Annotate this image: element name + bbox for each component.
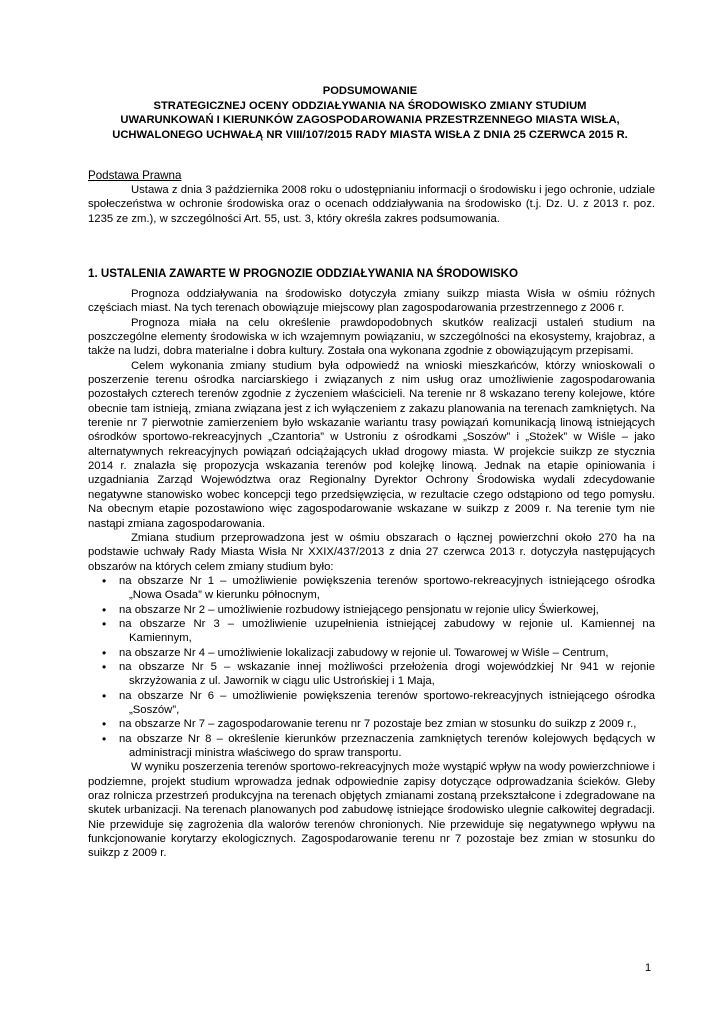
title-line-3: UWARUNKOWAŃ I KIERUNKÓW ZAGOSPODAROWANIA PRZESTRZENNEGO MIASTA WISŁA, [120, 114, 620, 127]
area-item-text: na obszarze Nr 8 – określenie kierunków przeznaczenia zamkniętych terenów kolejowych będących w administracji ministra właściwego do spraw transportu. [119, 732, 655, 759]
bullet-icon: • [102, 616, 107, 631]
area-item-7 [88, 717, 655, 731]
area-item-text: na obszarze Nr 4 – umożliwienie lokalizacji zabudowy w rejonie ul. Towarowej w Wiśle – Centrum, [119, 646, 609, 659]
areas-list [88, 574, 655, 760]
title-line-1: PODSUMOWANIE [322, 85, 418, 97]
area-item-4 [88, 646, 655, 660]
document-title [88, 84, 652, 142]
legal-basis-paragraph: Ustawa z dnia 3 października 2008 roku o udostępnianiu informacji o środowisku i jego ochronie, udziale społeczeństwa w ochronie środowiska oraz o ocenach oddziaływania na środowisko (t.j. Dz. U. z 2013 r. poz. 1235 ze zm.), w szczególności Art. 55, ust. 3, który określa zakres podsumowania. [88, 184, 655, 225]
section-1-body [88, 287, 655, 861]
area-item-6 [88, 689, 655, 718]
area-item-2 [88, 603, 655, 617]
section-1-heading: 1. USTALENIA ZAWARTE W PROGNOZIE ODDZIAŁYWANIA NA ŚRODOWISKO [88, 267, 519, 280]
bullet-icon: • [102, 659, 107, 674]
area-item-text: na obszarze Nr 6 – umożliwienie powiększenia terenów sportowo-rekreacyjnych istniejącego ośrodka „Soszów”, [119, 689, 655, 716]
bullet-icon: • [102, 602, 107, 617]
area-item-3 [88, 617, 655, 646]
area-item-text: na obszarze Nr 1 – umożliwienie powiększenia terenów sportowo-rekreacyjnych istniejącego ośrodka „Nowa Osada” w kierunku północnym, [119, 574, 655, 602]
closing-paragraph: W wyniku poszerzenia terenów sportowo-rekreacyjnych może wystąpić wpływ na wody powierzchniowe i podziemne, projekt studium wprowadza jednak odpowiednie zapisy dotyczące odprowadzania ścieków. Gleby oraz rolnicza przestrzeń produkcyjna na terenach objętych zmianami zostaną przekształcone i zdegradowane na skutek urbanizacji. Na terenach planowanych pod zabudowę istniejące środowisko ulegnie całkowitej degradacji. Nie przewiduje się zagrożenia dla walorów terenów chronionych. Nie przewiduje się negatywnego wpływu na funkcjonowanie korytarzy ekologicznych. Zagospodarowanie terenu nr 7 pozostaje bez zmian w stosunku do suikzp z 2009 r. [88, 761, 655, 860]
area-item-text: na obszarze Nr 5 – wskazanie innej możliwości przełożenia drogi wojewódzkiej Nr 941 w rejonie skrzyżowania z ul. Jawornik w ciągu ulic Ustrońskiej i 1 Maja, [119, 660, 655, 688]
paragraph-3: Celem wykonania zmiany studium była odpowiedź na wnioski mieszkańców, którzy wnioskowali o poszerzenie terenu ośrodka narciarskiego i związanych z nim usług oraz umożliwienie zagospodarowania pozostałych czterech terenów zgodnie z życzeniem właścicieli. Na terenie nr 8 wskazano tereny kolejowe, które obecnie tam istnieją, zmiana związana jest z ich wyłączeniem z zakazu planowania na terenach zamkniętych. Na terenie nr 7 pierwotnie zamierzeniem było wskazanie wariantu trasy powiązań komunikacją linową istniejących ośrodków sportowo-rekreacyjnych „Czantoria” w Ustroniu z ośrodkami „Soszów” i „Stożek” w Wiśle – jako alternatywnych rekreacyjnych powiązań odciążających układ drogowy miasta. W projekcie suikzp ze stycznia 2014 r. znalazła się propozycja wskazania terenów pod kolejkę linową. Jednak na etapie opiniowania i uzgadniania Zarząd Województwa oraz Regionalny Dyrektor Ochrony Środowiska wydali zdecydowanie negatywne stanowisko wobec koncepcji tego przedsięwzięcia, w rezultacie czego odstąpiono od tego pomysłu. Na obecnym etapie pozostawiono więc zagospodarowanie wskazane w suikzp z 2009 r. Na terenie tym nie nastąpi zmiana zagospodarowania. [88, 359, 655, 530]
area-item-1 [88, 574, 655, 603]
bullet-icon: • [102, 688, 107, 703]
legal-basis-body [88, 183, 655, 226]
area-item-text: na obszarze Nr 7 – zagospodarowanie terenu nr 7 pozostaje bez zmian w stosunku do suikzp z 2009 r., [119, 718, 637, 731]
bullet-icon: • [102, 645, 107, 660]
page-number: 1 [645, 962, 652, 974]
title-line-2: STRATEGICZNEJ OCENY ODDZIAŁYWANIA NA ŚRODOWISKO ZMIANY STUDIUM [153, 99, 587, 112]
area-item-8 [88, 732, 655, 761]
area-item-text: na obszarze Nr 2 – umożliwienie rozbudowy istniejącego pensjonatu w rejonie ulicy Świerkowej, [119, 603, 599, 616]
area-item-5 [88, 660, 655, 689]
bullet-icon: • [102, 573, 107, 588]
paragraph-4: Zmiana studium przeprowadzona jest w ośmiu obszarach o łącznej powierzchni około 270 ha na podstawie uchwały Rady Miasta Wisła Nr XXIX/437/2013 z dnia 27 czerwca 2013 r. dotyczyła następujących obszarów na których celem zmiany studium było: [88, 531, 655, 573]
paragraph-2: Prognoza miała na celu określenie prawdopodobnych skutków realizacji ustaleń studium na poszczególne elementy środowiska w ich wzajemnym powiązaniu, w szczególności na ekosystemy, krajobraz, a także na ludzi, dobra materialne i dobra kultury. Została ona wykonana zgodnie z obowiązującym przepisami. [88, 316, 655, 358]
legal-basis-heading: Podstawa Prawna [88, 169, 182, 182]
title-line-4: UCHWALONEGO UCHWAŁĄ NR VIII/107/2015 RADY MIASTA WISŁA Z DNIA 25 CZERWCA 2015 R. [112, 128, 628, 141]
paragraph-1: Prognoza oddziaływania na środowisko dotyczyła zmiany suikzp miasta Wisła w ośmiu różnych częściach miast. Na tych terenach obowiązuje miejscowy plan zagospodarowania przestrzennego z 2006 r. [88, 288, 655, 315]
area-item-text: na obszarze Nr 3 – umożliwienie uzupełnienia istniejącej zabudowy w rejonie ul. Kamiennej na Kamiennym, [119, 617, 655, 645]
bullet-icon: • [102, 731, 107, 746]
bullet-icon: • [102, 717, 107, 732]
